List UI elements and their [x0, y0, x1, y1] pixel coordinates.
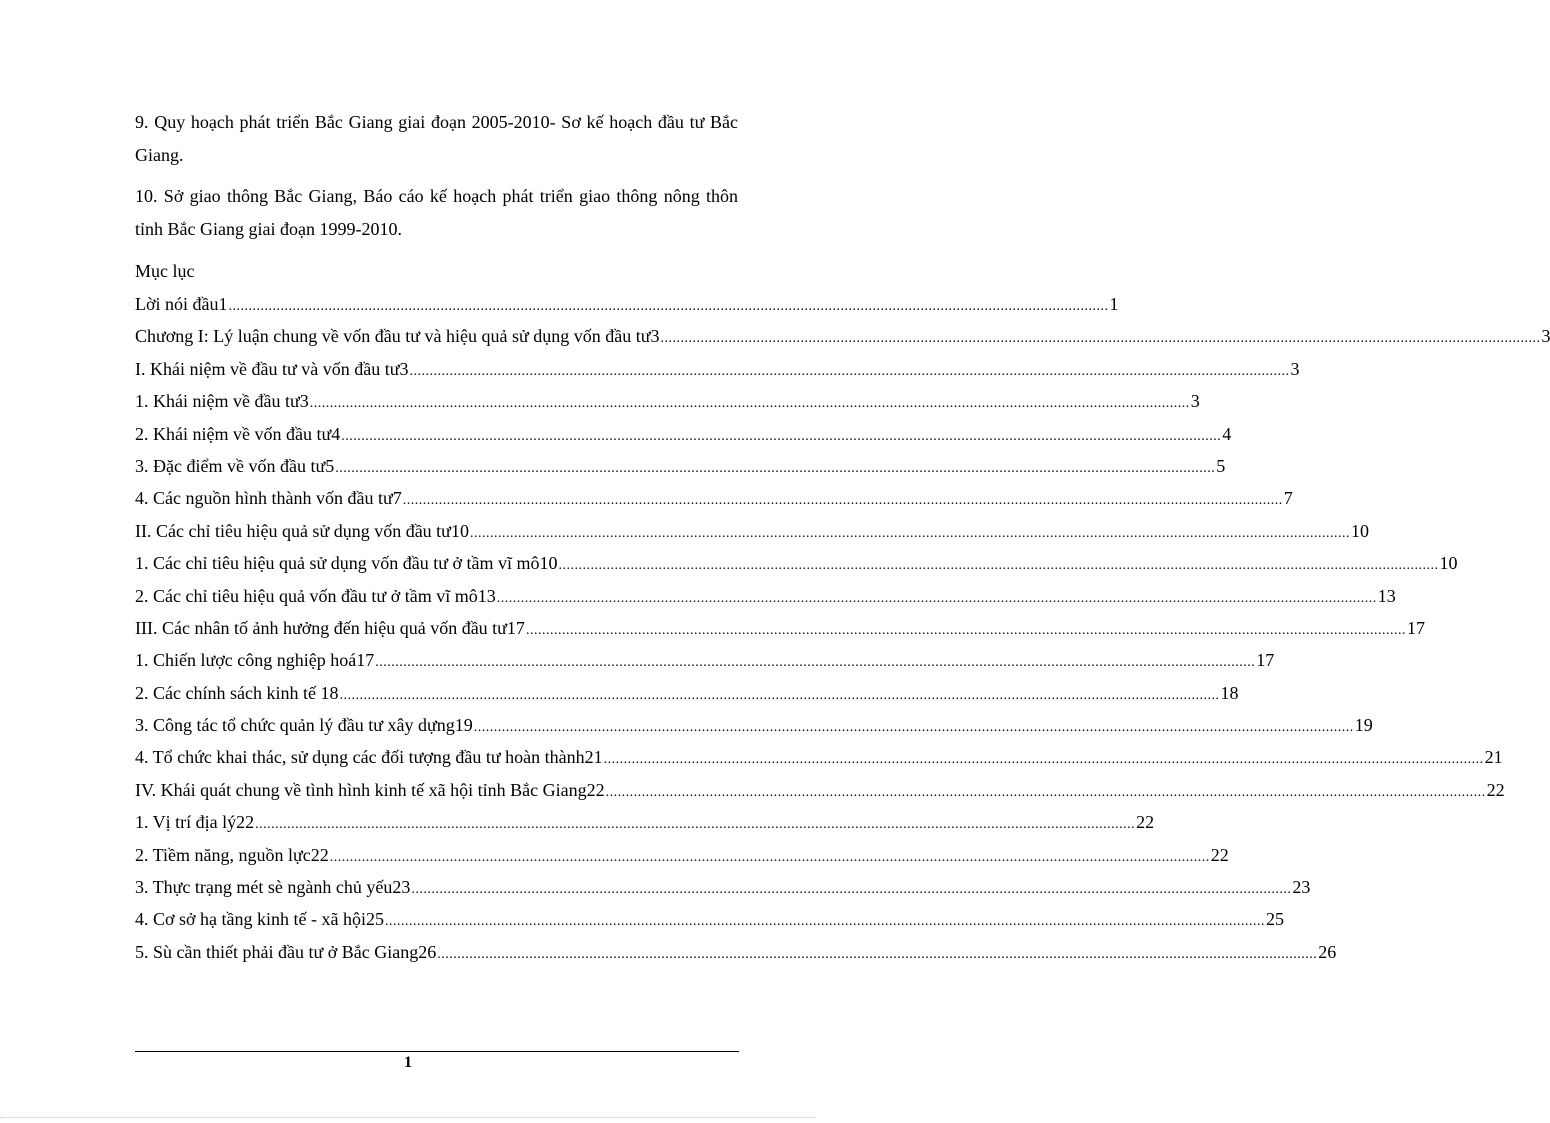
toc-entry-label: 2. Tiềm năng, nguồn lực22: [135, 844, 329, 865]
toc-entry-page: 10: [1350, 520, 1369, 541]
toc-dot-leader: ............................................................................................................................................................................................................................: [385, 914, 1266, 930]
toc-entry-label: Chương I: Lý luận chung về vốn đầu tư và hiệu quả sử dụng vốn đầu tư3: [135, 326, 660, 347]
toc-entry[interactable]: [135, 775, 1505, 807]
toc-entry[interactable]: [135, 678, 1239, 710]
toc-entry[interactable]: [135, 872, 1311, 904]
toc-entry-label: 1. Các chỉ tiêu hiệu quả sử dụng vốn đầu tư ở tầm vĩ mô10: [135, 553, 558, 574]
toc-dot-leader: ............................................................................................................................................................................................................................: [341, 428, 1222, 444]
toc-dot-leader: ............................................................................................................................................................................................................................: [525, 622, 1406, 638]
toc-dot-leader: ............................................................................................................................................................................................................................: [558, 558, 1439, 574]
toc-entry[interactable]: [135, 807, 1155, 839]
toc-entry[interactable]: [135, 289, 1119, 321]
toc-entry-page: 22: [1210, 844, 1229, 865]
toc-entry-page: 3: [1190, 391, 1200, 412]
toc-dot-leader: ............................................................................................................................................................................................................................: [605, 784, 1486, 800]
toc-entry[interactable]: [135, 516, 1369, 548]
toc-entry-page: 3: [1541, 326, 1550, 347]
toc-entry[interactable]: [135, 937, 1337, 969]
toc-dot-leader: ............................................................................................................................................................................................................................: [255, 817, 1136, 833]
toc-entry-page: 22: [1136, 812, 1155, 833]
toc-entry-label: I. Khái niệm về đầu tư và vốn đầu tư3: [135, 358, 409, 379]
toc-entry-label: II. Các chỉ tiêu hiệu quả sử dụng vốn đầu tư10: [135, 520, 469, 541]
toc-entry-page: 17: [1406, 617, 1425, 638]
toc-dot-leader: ............................................................................................................................................................................................................................: [402, 493, 1283, 509]
toc-entry[interactable]: [135, 451, 1226, 483]
toc-dot-leader: ............................................................................................................................................................................................................................: [228, 299, 1109, 314]
page-edge-divider: [0, 1117, 816, 1118]
toc-entry-label: IV. Khái quát chung về tình hình kinh tế xã hội tỉnh Bắc Giang22: [135, 779, 605, 800]
toc-entry[interactable]: [135, 613, 1425, 645]
toc-entry-label: 2. Các chỉ tiêu hiệu quả vốn đầu tư ở tầm vĩ mô13: [135, 585, 496, 606]
toc-entry[interactable]: [135, 710, 1373, 742]
toc-dot-leader: ............................................................................................................................................................................................................................: [437, 946, 1318, 962]
toc-dot-leader: ............................................................................................................................................................................................................................: [660, 331, 1541, 347]
toc-entry-label: 1. Chiến lược công nghiệp hoá17: [135, 650, 375, 671]
footer-divider: [135, 1051, 739, 1052]
toc-entry-page: 5: [1216, 455, 1226, 476]
toc-dot-leader: ............................................................................................................................................................................................................................: [496, 590, 1377, 606]
toc-entry[interactable]: [135, 354, 1300, 386]
toc-entry[interactable]: [135, 483, 1293, 515]
toc-entry-page: 1: [1109, 294, 1119, 314]
toc-entry-label: 4. Tổ chức khai thác, sử dụng các đối tượng đầu tư hoàn thành21: [135, 747, 603, 768]
toc-entry[interactable]: [135, 419, 1232, 451]
toc-entry-label: 3. Đặc điểm về vốn đầu tư5: [135, 455, 335, 476]
toc-entry-page: 7: [1283, 488, 1293, 509]
toc-dot-leader: ............................................................................................................................................................................................................................: [409, 363, 1290, 379]
toc-dot-leader: ............................................................................................................................................................................................................................: [411, 882, 1292, 898]
toc-entry-label: 4. Cơ sở hạ tầng kinh tế - xã hội25: [135, 909, 385, 930]
toc-dot-leader: ............................................................................................................................................................................................................................: [339, 687, 1220, 703]
toc-entry-label: III. Các nhân tố ảnh hưởng đến hiệu quả vốn đầu tư17: [135, 617, 525, 638]
toc-entry-label: 1. Vị trí địa lý22: [135, 812, 255, 833]
toc-entry-page: 23: [1292, 877, 1311, 898]
reference-item-9: 9. Quy hoạch phát triển Bắc Giang giai đoạn 2005-2010- Sơ kế hoạch đầu tư Bắc Giang.: [135, 112, 738, 165]
toc-dot-leader: ............................................................................................................................................................................................................................: [309, 396, 1190, 412]
toc-dot-leader: ............................................................................................................................................................................................................................: [469, 525, 1350, 541]
toc-entry[interactable]: [135, 840, 1229, 872]
toc-dot-leader: ............................................................................................................................................................................................................................: [603, 752, 1484, 768]
toc-entry-label: 2. Khái niệm về vốn đầu tư4: [135, 423, 341, 444]
toc-entry-label: 5. Sù cần thiết phải đầu tư ở Bắc Giang26: [135, 941, 437, 962]
reference-item-10: 10. Sở giao thông Bắc Giang, Báo cáo kế hoạch phát triển giao thông nông thôn tỉnh Bắc Giang giai đoạn 1999-2010.: [135, 186, 738, 239]
toc-entry-label: 3. Thực trạng mét sè ngành chủ yếu23: [135, 877, 411, 898]
toc-entry-page: 18: [1220, 682, 1239, 703]
toc-entry-page: 25: [1266, 909, 1285, 930]
toc-dot-leader: ............................................................................................................................................................................................................................: [375, 655, 1256, 671]
toc-entry-page: 10: [1439, 553, 1458, 574]
page-number: 1: [404, 1054, 412, 1071]
toc-entry-page: 22: [1486, 779, 1505, 800]
toc-entry[interactable]: [135, 386, 1200, 418]
toc-entry-page: 4: [1222, 423, 1232, 444]
table-of-contents: [135, 289, 1550, 969]
toc-dot-leader: ............................................................................................................................................................................................................................: [335, 460, 1216, 476]
toc-entry[interactable]: [135, 645, 1275, 677]
toc-entry-label: 2. Các chính sách kinh tế 18: [135, 682, 339, 703]
toc-entry-page: 21: [1484, 747, 1503, 768]
toc-entry[interactable]: [135, 904, 1285, 936]
toc-entry-label: 1. Khái niệm về đầu tư3: [135, 391, 309, 412]
toc-entry[interactable]: [135, 548, 1458, 580]
toc-entry-label: 4. Các nguồn hình thành vốn đầu tư7: [135, 488, 402, 509]
toc-entry-page: 26: [1318, 941, 1337, 962]
toc-title: Mục lục: [135, 261, 195, 281]
toc-entry-label: Lời nói đầu1: [135, 294, 228, 314]
toc-dot-leader: ............................................................................................................................................................................................................................: [473, 720, 1354, 736]
toc-entry-page: 3: [1290, 358, 1300, 379]
toc-entry[interactable]: [135, 581, 1396, 613]
toc-entry[interactable]: [135, 321, 1550, 353]
toc-entry-label: 3. Công tác tổ chức quản lý đầu tư xây dựng19: [135, 715, 473, 736]
toc-entry-page: 13: [1377, 585, 1396, 606]
toc-entry-page: 19: [1354, 715, 1373, 736]
toc-dot-leader: ............................................................................................................................................................................................................................: [329, 849, 1210, 865]
toc-entry[interactable]: [135, 742, 1503, 774]
toc-entry-page: 17: [1256, 650, 1275, 671]
